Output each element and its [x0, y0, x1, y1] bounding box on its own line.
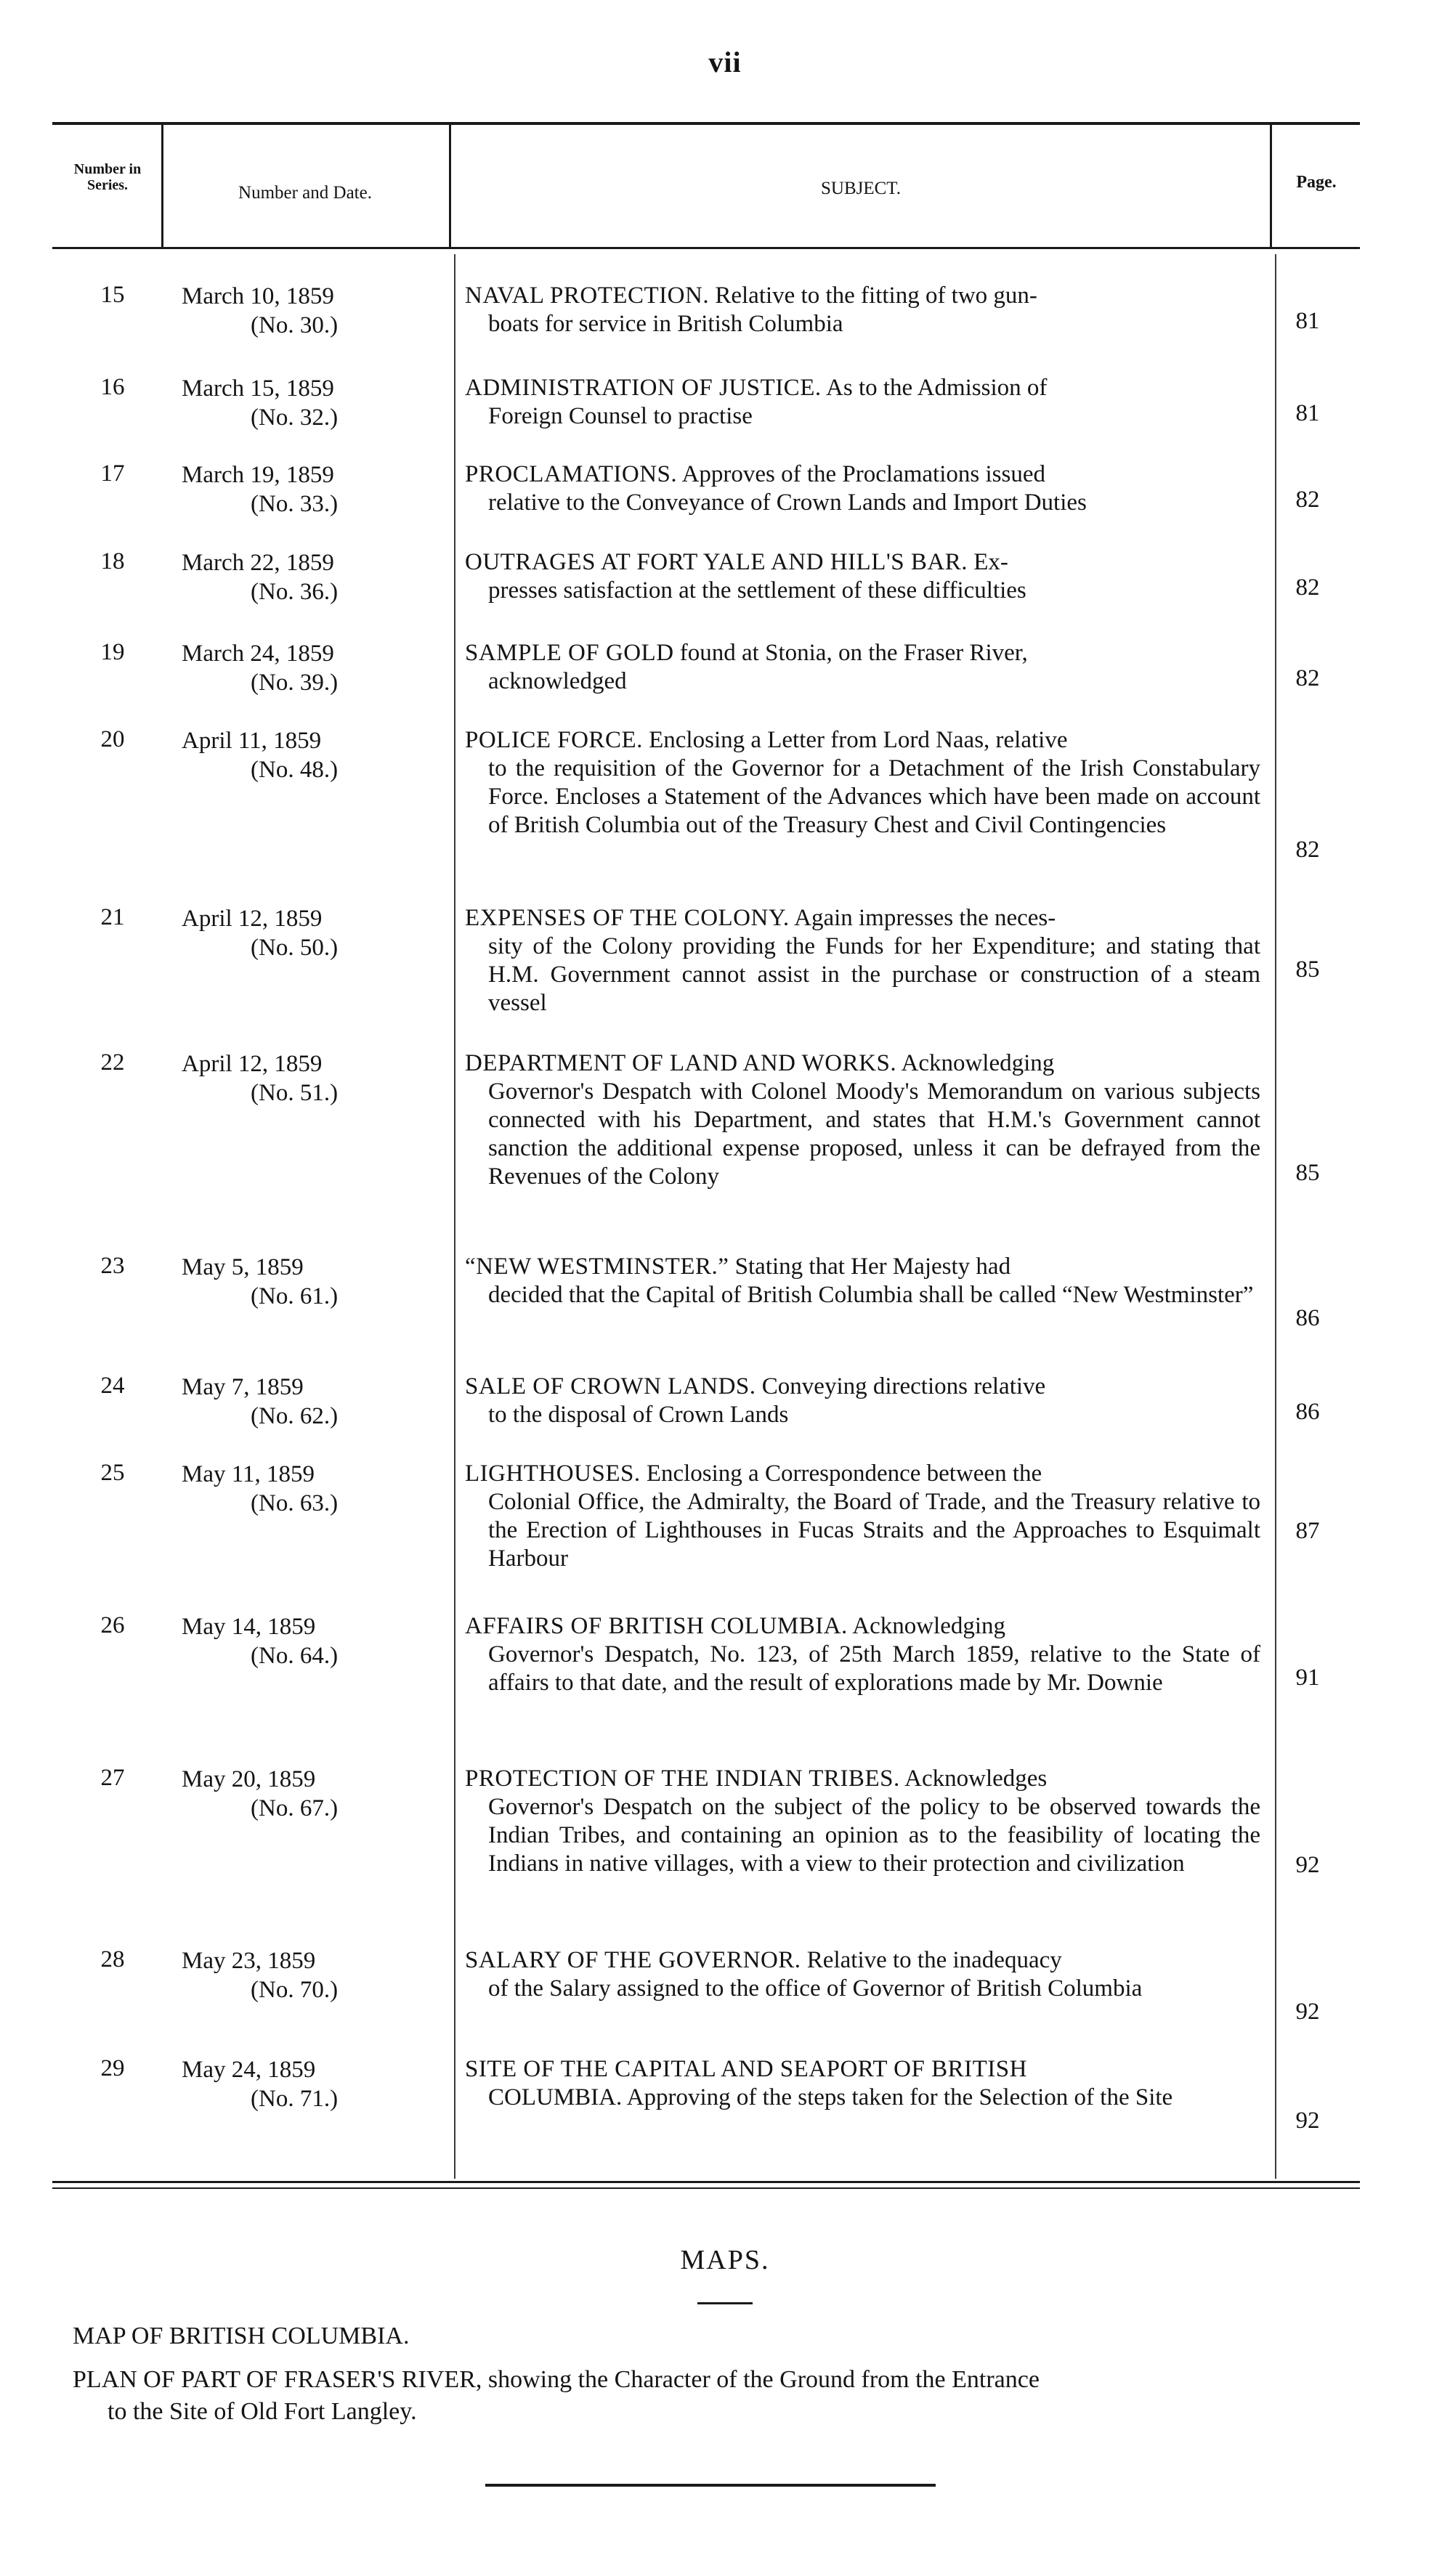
subject-text: Ex-	[973, 549, 1008, 575]
subject-continuation: Governor's Despatch, No. 123, of 25th March 1859, relative to the State of affairs to that date, and the result of explorations made by Mr. Downie	[488, 1641, 1260, 1696]
subject-cell	[465, 639, 1260, 696]
subject-heading: OUTRAGES AT FORT YALE AND HILL'S BAR.	[465, 549, 968, 575]
date-cell	[182, 548, 443, 606]
despatch-date: March 24, 1859	[182, 641, 334, 667]
series-number: 20	[100, 726, 125, 752]
column-divider-3	[1270, 125, 1272, 248]
subject-continuation: Colonial Office, the Admiralty, the Board of Trade, and the Treasury relative to the Erection of Lighthouses in Fucas Straits and the Approaches to Esquimalt Harbour	[488, 1489, 1260, 1572]
subject-continuation: Governor's Despatch with Colonel Moody's Memorandum on various subjects connected with his Department, and states that H.M.'s Government cannot sanction the additional expense proposed, unless it can be defrayed from the Revenues of the Colony	[488, 1078, 1260, 1190]
page-reference: 86	[1295, 1399, 1320, 1425]
series-number: 25	[100, 1460, 125, 1486]
footer-rule	[485, 2484, 936, 2487]
despatch-date: May 14, 1859	[182, 1614, 316, 1640]
series-number: 27	[100, 1765, 125, 1791]
page-reference: 91	[1295, 1665, 1320, 1691]
despatch-number: (No. 30.)	[251, 312, 339, 338]
page-reference: 81	[1295, 308, 1320, 334]
subject-cell	[465, 460, 1260, 517]
despatch-date: April 12, 1859	[182, 906, 323, 932]
date-cell	[182, 1765, 443, 1823]
subject-cell	[465, 1612, 1260, 1697]
subject-heading: SALE OF CROWN LANDS.	[465, 1373, 756, 1399]
date-cell	[182, 374, 443, 432]
subject-text: Conveying directions relative	[761, 1373, 1046, 1399]
subject-continuation: Governor's Despatch on the subject of the policy to be observed towards the Indian Tribes, and containing an opinion as to the feasibility of locating the Indians in native villages, with a view to their protection and civilization	[488, 1794, 1260, 1877]
table-top-rule	[52, 122, 1360, 125]
subject-text: Approves of the Proclamations issued	[681, 461, 1045, 487]
subject-cell	[465, 1765, 1260, 1878]
subject-cell	[465, 1460, 1260, 1573]
map-item-rest: to the Site of Old Fort Langley.	[108, 2398, 417, 2425]
despatch-date: May 23, 1859	[182, 1948, 316, 1974]
subject-text: Again impresses the neces-	[794, 905, 1056, 931]
despatch-number: (No. 48.)	[251, 757, 339, 783]
despatch-date: May 11, 1859	[182, 1461, 315, 1487]
date-cell	[182, 1373, 443, 1431]
page-reference: 82	[1295, 837, 1320, 863]
maps-title: MAPS.	[680, 2245, 770, 2275]
table-bottom-rule	[52, 2181, 1360, 2183]
date-cell	[182, 726, 443, 784]
despatch-date: April 12, 1859	[182, 1051, 323, 1077]
subject-continuation: Foreign Counsel to practise	[488, 403, 753, 429]
subject-continuation: presses satisfaction at the settlement of these difficulties	[488, 577, 1026, 604]
despatch-number: (No. 62.)	[251, 1403, 339, 1429]
date-cell	[182, 2055, 443, 2113]
header-page: Page.	[1296, 173, 1337, 192]
map-item	[73, 2320, 1380, 2352]
page-reference: 87	[1295, 1518, 1320, 1544]
subject-heading: “NEW WESTMINSTER.”	[465, 1254, 729, 1280]
subject-text: Stating that Her Majesty had	[734, 1254, 1011, 1280]
page-reference: 92	[1295, 1999, 1320, 2025]
subject-cell	[465, 282, 1260, 338]
subject-cell	[465, 548, 1260, 605]
subject-continuation: COLUMBIA. Approving of the steps taken for the Selection of the Site	[488, 2084, 1173, 2110]
date-cell	[182, 904, 443, 962]
subject-cell	[465, 1253, 1260, 1309]
subject-text: found at Stonia, on the Fraser River,	[679, 640, 1028, 666]
despatch-number: (No. 61.)	[251, 1283, 339, 1309]
despatch-number: (No. 70.)	[251, 1977, 339, 2003]
page-reference: 92	[1295, 2108, 1320, 2134]
subject-continuation: to the disposal of Crown Lands	[488, 1402, 789, 1428]
subject-continuation: sity of the Colony providing the Funds for her Expenditure; and stating that H.M. Government cannot assist in the purchase or construction of a steam vessel	[488, 933, 1260, 1016]
subject-heading: PROTECTION OF THE INDIAN TRIBES.	[465, 1766, 900, 1792]
despatch-number: (No. 36.)	[251, 579, 339, 605]
series-number: 15	[100, 282, 125, 308]
series-number: 17	[100, 460, 125, 487]
subject-text: Acknowledging	[901, 1050, 1055, 1076]
despatch-date: May 5, 1859	[182, 1254, 304, 1280]
despatch-date: April 11, 1859	[182, 728, 322, 754]
header-number-in-series: Number in Series.	[73, 161, 142, 193]
date-cell	[182, 460, 443, 519]
map-item-text: showing the Character of the Ground from the Entrance	[487, 2366, 1040, 2393]
map-item	[73, 2364, 1380, 2428]
subject-heading: DEPARTMENT OF LAND AND WORKS.	[465, 1050, 897, 1076]
subject-heading: SALARY OF THE GOVERNOR.	[465, 1947, 801, 1973]
despatch-number: (No. 63.)	[251, 1490, 339, 1516]
subject-continuation: boats for service in British Columbia	[488, 311, 843, 337]
despatch-number: (No. 51.)	[251, 1080, 339, 1106]
despatch-number: (No. 71.)	[251, 2086, 339, 2112]
date-cell	[182, 282, 443, 340]
despatch-date: March 10, 1859	[182, 283, 334, 309]
despatch-date: March 19, 1859	[182, 462, 334, 488]
map-item-lead: MAP OF BRITISH COLUMBIA.	[73, 2323, 410, 2349]
maps-title-underline	[697, 2302, 753, 2304]
subject-text: Acknowledges	[904, 1766, 1048, 1792]
subject-text: Relative to the inadequacy	[806, 1947, 1062, 1973]
series-number: 28	[100, 1946, 125, 1972]
subject-continuation: of the Salary assigned to the office of Governor of British Columbia	[488, 1975, 1143, 2002]
despatch-number: (No. 64.)	[251, 1643, 339, 1669]
page-reference: 85	[1295, 956, 1320, 983]
subject-heading: POLICE FORCE.	[465, 727, 643, 753]
series-number: 29	[100, 2055, 125, 2081]
despatch-number: (No. 39.)	[251, 670, 339, 696]
series-number: 24	[100, 1373, 125, 1399]
subject-cell	[465, 374, 1260, 431]
date-cell	[182, 1460, 443, 1518]
series-number: 21	[100, 904, 125, 930]
date-cell	[182, 1049, 443, 1108]
date-cell	[182, 1612, 443, 1670]
subject-cell	[465, 1946, 1260, 2003]
header-number-and-date: Number and Date.	[238, 183, 372, 203]
despatch-date: May 20, 1859	[182, 1766, 316, 1792]
despatch-date: May 24, 1859	[182, 2057, 316, 2083]
subject-cell	[465, 2055, 1260, 2112]
series-number: 26	[100, 1612, 125, 1638]
subject-text: Enclosing a Letter from Lord Naas, relative	[649, 727, 1068, 753]
subject-text: Acknowledging	[852, 1613, 1006, 1639]
despatch-number: (No. 33.)	[251, 491, 339, 517]
despatch-number: (No. 32.)	[251, 405, 339, 431]
map-item-lead: PLAN OF PART OF FRASER'S RIVER,	[73, 2366, 482, 2393]
subject-heading: SITE OF THE CAPITAL AND SEAPORT OF BRITISH	[465, 2056, 1027, 2082]
despatch-date: March 22, 1859	[182, 550, 334, 576]
despatch-date: March 15, 1859	[182, 375, 334, 402]
page-reference: 92	[1295, 1852, 1320, 1878]
date-cell	[182, 639, 443, 697]
page-reference: 85	[1295, 1160, 1320, 1186]
header-bottom-rule	[52, 247, 1360, 249]
series-number: 23	[100, 1253, 125, 1279]
subject-cell	[465, 1049, 1260, 1191]
subject-text: Enclosing a Correspondence between the	[646, 1460, 1042, 1487]
page-reference: 82	[1295, 487, 1320, 513]
subject-heading: SAMPLE OF GOLD	[465, 640, 674, 666]
subject-continuation: to the requisition of the Governor for a Detachment of the Irish Constabulary Force. Encloses a Statement of the Advances which have been made on account of British Columbia out of the Treasury Chest and Civil Contingencies	[488, 755, 1260, 838]
column-divider-2	[449, 125, 451, 248]
subject-cell	[465, 726, 1260, 840]
column-divider-2-body	[454, 254, 455, 2179]
subject-continuation: relative to the Conveyance of Crown Lands and Import Duties	[488, 489, 1087, 516]
subject-text: Relative to the fitting of two gun-	[715, 283, 1037, 309]
series-number: 22	[100, 1049, 125, 1076]
page-reference: 86	[1295, 1305, 1320, 1331]
table-bottom-rule-2	[52, 2187, 1360, 2189]
subject-text: As to the Admission of	[826, 375, 1048, 401]
despatch-number: (No. 50.)	[251, 935, 339, 961]
subject-heading: ADMINISTRATION OF JUSTICE.	[465, 375, 822, 401]
series-number: 16	[100, 374, 125, 400]
subject-heading: AFFAIRS OF BRITISH COLUMBIA.	[465, 1613, 848, 1639]
date-cell	[182, 1253, 443, 1311]
subject-heading: LIGHTHOUSES.	[465, 1460, 641, 1487]
date-cell	[182, 1946, 443, 2004]
despatch-date: May 7, 1859	[182, 1374, 304, 1400]
subject-heading: NAVAL PROTECTION.	[465, 283, 710, 309]
page-reference: 82	[1295, 665, 1320, 691]
header-subject: SUBJECT.	[821, 179, 901, 198]
subject-cell	[465, 1373, 1260, 1429]
subject-continuation: acknowledged	[488, 668, 627, 694]
page-reference: 81	[1295, 400, 1320, 426]
maps-list	[73, 2320, 1380, 2439]
column-divider-3-body	[1275, 254, 1276, 2179]
page-number: vii	[708, 46, 742, 78]
despatch-number: (No. 67.)	[251, 1795, 339, 1821]
series-number: 19	[100, 639, 125, 665]
subject-heading: EXPENSES OF THE COLONY.	[465, 905, 790, 931]
subject-heading: PROCLAMATIONS.	[465, 461, 678, 487]
page-reference: 82	[1295, 574, 1320, 601]
subject-cell	[465, 904, 1260, 1017]
subject-continuation: decided that the Capital of British Columbia shall be called “New Westminster”	[488, 1282, 1254, 1308]
series-number: 18	[100, 548, 125, 574]
